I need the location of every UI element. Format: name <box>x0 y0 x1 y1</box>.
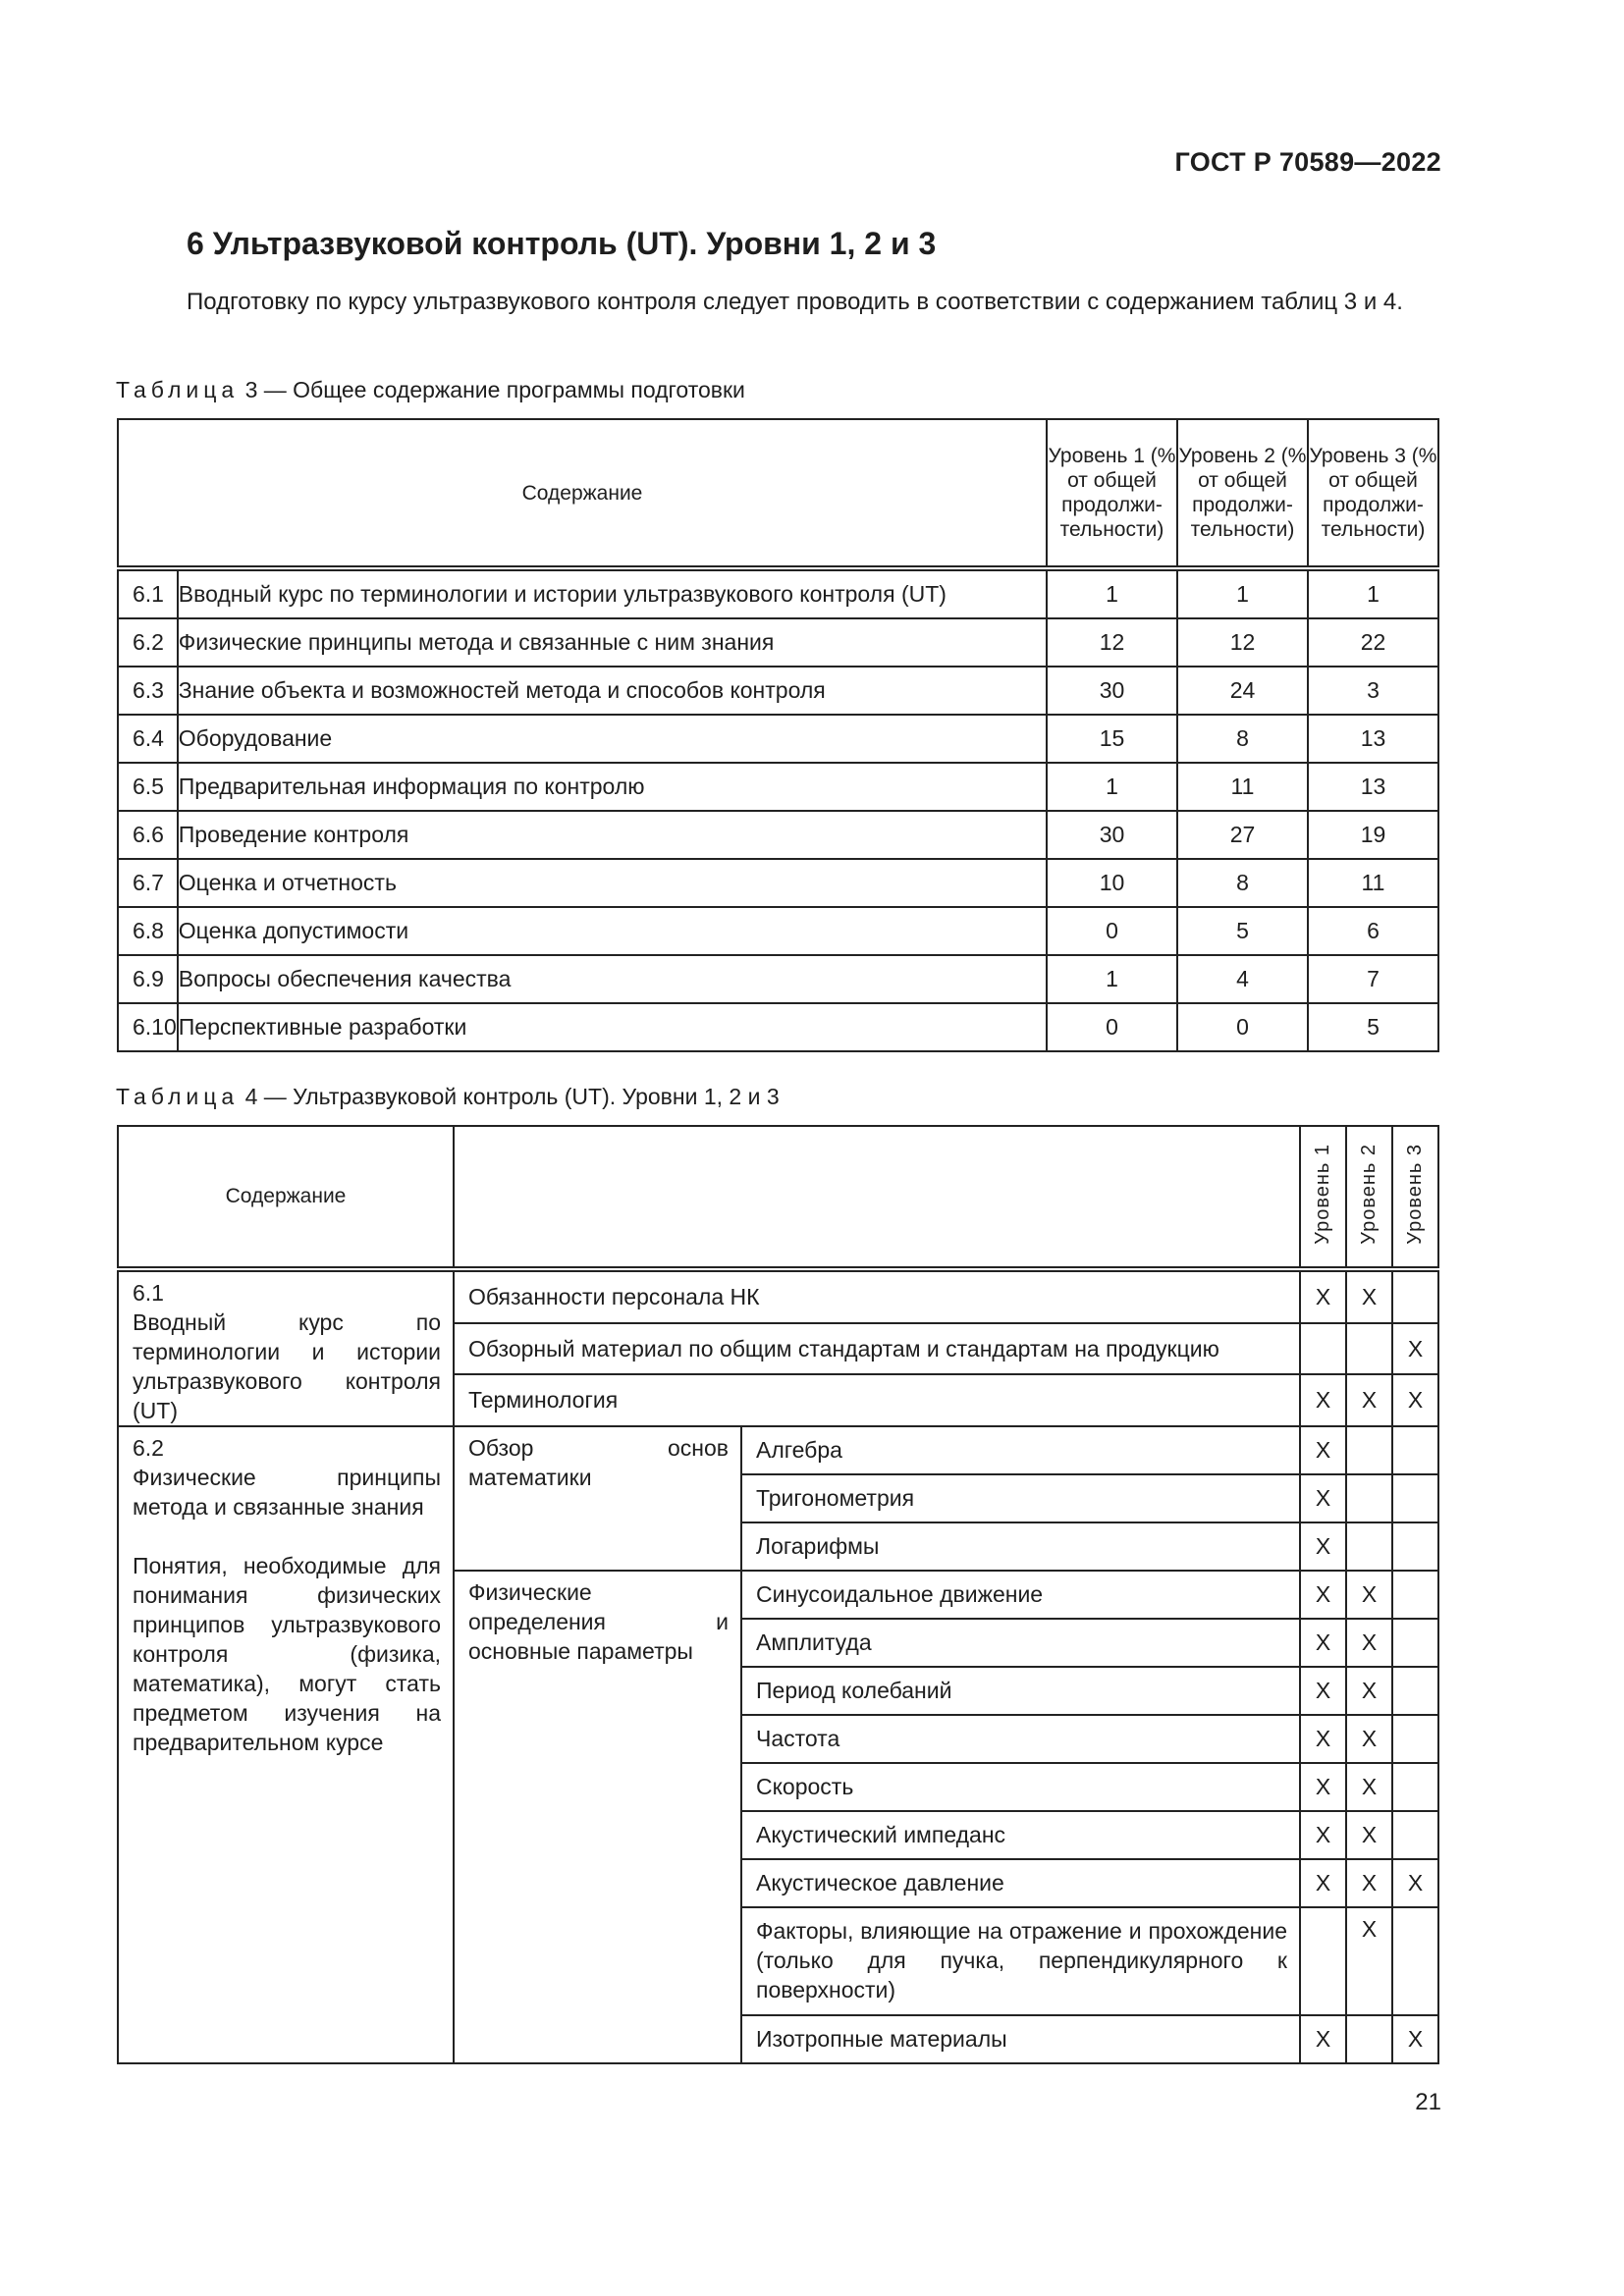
table4-header-level2 <box>1346 1126 1392 1269</box>
row-text: Амплитуда <box>741 1619 1300 1667</box>
level3-mark <box>1392 1715 1438 1763</box>
level1-value: 12 <box>1047 618 1177 667</box>
section-number: 6.2 <box>133 1435 164 1461</box>
section-number: 6.1 <box>133 1280 164 1306</box>
level1-mark: X <box>1300 1374 1346 1426</box>
level1-value: 1 <box>1047 955 1177 1003</box>
level1-mark: X <box>1300 1859 1346 1907</box>
row-text: Предварительная информация по контролю <box>178 763 1047 811</box>
level3-value: 6 <box>1308 907 1438 955</box>
level2-label: Уровень 2 <box>1358 1143 1380 1245</box>
row-number: 6.5 <box>118 763 178 811</box>
section-6-1-cell <box>118 1269 454 1426</box>
level1-value: 0 <box>1047 907 1177 955</box>
level1-value: 1 <box>1047 763 1177 811</box>
table3-caption-text: 3 — Общее содержание программы подготовки <box>239 377 745 402</box>
row-number: 6.8 <box>118 907 178 955</box>
level1-value: 30 <box>1047 811 1177 859</box>
level3-label: Уровень 3 <box>1404 1143 1426 1245</box>
level2-value: 11 <box>1177 763 1308 811</box>
section-title: Вводный курс по терминологии и истории ультразвукового контроля (UT) <box>133 1309 441 1423</box>
level3-value: 19 <box>1308 811 1438 859</box>
level1-mark: X <box>1300 1426 1346 1474</box>
level2-value: 4 <box>1177 955 1308 1003</box>
table3-caption <box>116 377 745 403</box>
section-6-2-cell <box>118 1426 454 2063</box>
row-text: Период колебаний <box>741 1667 1300 1715</box>
intro-paragraph: Подготовку по курсу ультразвукового контроля следует проводить в соответствии с содержанием таблиц 3 и 4. <box>187 289 1403 315</box>
table3-caption-prefix: Таблица <box>116 377 240 402</box>
level3-value: 1 <box>1308 568 1438 618</box>
table4-header-level1 <box>1300 1126 1346 1269</box>
table4-caption-prefix: Таблица <box>116 1084 240 1109</box>
row-number: 6.4 <box>118 715 178 763</box>
table4-caption <box>116 1084 780 1110</box>
level3-mark: X <box>1392 2015 1438 2063</box>
table-row <box>118 907 1438 955</box>
level2-mark <box>1346 1426 1392 1474</box>
row-number: 6.7 <box>118 859 178 907</box>
level2-value: 12 <box>1177 618 1308 667</box>
table-row <box>118 1269 1438 1323</box>
row-text: Вопросы обеспечения качества <box>178 955 1047 1003</box>
table-row <box>118 568 1438 618</box>
level2-mark: X <box>1346 1811 1392 1859</box>
level1-value: 30 <box>1047 667 1177 715</box>
level3-mark <box>1392 1763 1438 1811</box>
row-text: Логарифмы <box>741 1522 1300 1571</box>
level2-mark <box>1346 1323 1392 1375</box>
level2-mark: X <box>1346 1715 1392 1763</box>
table-row <box>118 859 1438 907</box>
level1-mark <box>1300 1907 1346 2015</box>
page-number: 21 <box>1415 2089 1441 2115</box>
level2-value: 0 <box>1177 1003 1308 1051</box>
level2-value: 24 <box>1177 667 1308 715</box>
table4-header-content: Содержание <box>118 1126 454 1269</box>
group-physics-label: Физические определения и основные параметры <box>454 1571 741 2063</box>
group-math-label: Обзор основ математики <box>454 1426 741 1571</box>
table3-header-row <box>118 419 1438 568</box>
row-text: Частота <box>741 1715 1300 1763</box>
row-text: Изотропные материалы <box>741 2015 1300 2063</box>
level3-mark <box>1392 1426 1438 1474</box>
level1-mark: X <box>1300 1763 1346 1811</box>
level3-mark <box>1392 1522 1438 1571</box>
level3-mark <box>1392 1907 1438 2015</box>
table4-header-blank <box>454 1126 1300 1269</box>
row-text: Синусоидальное движение <box>741 1571 1300 1619</box>
level1-mark: X <box>1300 1269 1346 1323</box>
level3-mark <box>1392 1571 1438 1619</box>
row-text: Вводный курс по терминологии и истории ультразвукового контроля (UT) <box>178 568 1047 618</box>
table4-header-level3 <box>1392 1126 1438 1269</box>
table4-caption-text: 4 — Ультразвуковой контроль (UT). Уровни 1, 2 и 3 <box>239 1084 780 1109</box>
level3-value: 11 <box>1308 859 1438 907</box>
level2-mark <box>1346 2015 1392 2063</box>
level1-mark: X <box>1300 1571 1346 1619</box>
level1-label: Уровень 1 <box>1312 1143 1333 1245</box>
level1-mark: X <box>1300 1619 1346 1667</box>
level3-mark: X <box>1392 1374 1438 1426</box>
level3-mark <box>1392 1811 1438 1859</box>
table3-header-content: Содержание <box>118 419 1047 568</box>
section-title: Физические принципы метода и связанные знания <box>133 1465 441 1520</box>
level3-mark: X <box>1392 1859 1438 1907</box>
level2-mark: X <box>1346 1374 1392 1426</box>
level2-value: 5 <box>1177 907 1308 955</box>
row-text: Физические принципы метода и связанные с ним знания <box>178 618 1047 667</box>
level3-value: 3 <box>1308 667 1438 715</box>
table-row <box>118 811 1438 859</box>
level3-value: 5 <box>1308 1003 1438 1051</box>
row-number: 6.9 <box>118 955 178 1003</box>
table-row <box>118 715 1438 763</box>
level1-mark <box>1300 1323 1346 1375</box>
row-text: Тригонометрия <box>741 1474 1300 1522</box>
table4-header-row <box>118 1126 1438 1269</box>
level1-mark: X <box>1300 1715 1346 1763</box>
level2-mark <box>1346 1522 1392 1571</box>
row-text: Проведение контроля <box>178 811 1047 859</box>
table-row <box>118 618 1438 667</box>
section-note: Понятия, необходимые для понимания физических принципов ультразвукового контроля (физика, математика), могут стать предметом изучения на предварительном курсе <box>133 1553 441 1755</box>
level2-mark: X <box>1346 1269 1392 1323</box>
level1-value: 1 <box>1047 568 1177 618</box>
table-row <box>118 1003 1438 1051</box>
row-number: 6.1 <box>118 568 178 618</box>
row-text: Обязанности персонала НК <box>454 1269 1300 1323</box>
table-row <box>118 955 1438 1003</box>
row-text: Обзорный материал по общим стандартам и стандартам на продукцию <box>454 1323 1300 1375</box>
row-text: Акустическое давление <box>741 1859 1300 1907</box>
row-text: Оценка и отчетность <box>178 859 1047 907</box>
row-text: Акустический импеданс <box>741 1811 1300 1859</box>
level2-mark: X <box>1346 1619 1392 1667</box>
level1-mark: X <box>1300 1667 1346 1715</box>
row-text: Оценка допустимости <box>178 907 1047 955</box>
level3-mark <box>1392 1269 1438 1323</box>
table-row <box>118 763 1438 811</box>
level2-mark: X <box>1346 1907 1392 2015</box>
row-text: Знание объекта и возможностей метода и способов контроля <box>178 667 1047 715</box>
level1-mark: X <box>1300 2015 1346 2063</box>
table3-header-level2: Уровень 2 (% от общей продолжи-тельности) <box>1177 419 1308 568</box>
row-number: 6.10 <box>118 1003 178 1051</box>
level2-value: 8 <box>1177 859 1308 907</box>
row-text: Терминология <box>454 1374 1300 1426</box>
level3-mark: X <box>1392 1323 1438 1375</box>
row-text: Скорость <box>741 1763 1300 1811</box>
level3-value: 13 <box>1308 715 1438 763</box>
level2-value: 8 <box>1177 715 1308 763</box>
row-number: 6.3 <box>118 667 178 715</box>
level3-mark <box>1392 1474 1438 1522</box>
level1-value: 15 <box>1047 715 1177 763</box>
table-row <box>118 667 1438 715</box>
level2-mark: X <box>1346 1859 1392 1907</box>
document-code: ГОСТ Р 70589—2022 <box>1174 147 1441 177</box>
table3-header-level3: Уровень 3 (% от общей продолжи-тельности) <box>1308 419 1438 568</box>
level3-value: 22 <box>1308 618 1438 667</box>
level2-mark: X <box>1346 1571 1392 1619</box>
table4-ut-levels <box>117 1125 1439 2064</box>
level2-value: 1 <box>1177 568 1308 618</box>
level2-mark: X <box>1346 1667 1392 1715</box>
level1-mark: X <box>1300 1811 1346 1859</box>
row-text: Факторы, влияющие на отражение и прохождение (только для пучка, перпендикулярного к поверхности) <box>741 1907 1300 2015</box>
section-title: 6 Ультразвуковой контроль (UT). Уровни 1, 2 и 3 <box>187 226 937 261</box>
level2-mark <box>1346 1474 1392 1522</box>
level2-mark: X <box>1346 1763 1392 1811</box>
level3-mark <box>1392 1667 1438 1715</box>
level1-value: 10 <box>1047 859 1177 907</box>
level2-value: 27 <box>1177 811 1308 859</box>
row-text: Перспективные разработки <box>178 1003 1047 1051</box>
level1-mark: X <box>1300 1522 1346 1571</box>
table3-header-level1: Уровень 1 (% от общей продолжи-тельности) <box>1047 419 1177 568</box>
level3-value: 13 <box>1308 763 1438 811</box>
row-text: Алгебра <box>741 1426 1300 1474</box>
table3-general-content <box>117 418 1439 1052</box>
row-number: 6.2 <box>118 618 178 667</box>
level3-value: 7 <box>1308 955 1438 1003</box>
table-row <box>118 1426 1438 1474</box>
level1-mark: X <box>1300 1474 1346 1522</box>
level3-mark <box>1392 1619 1438 1667</box>
level1-value: 0 <box>1047 1003 1177 1051</box>
row-text: Оборудование <box>178 715 1047 763</box>
row-number: 6.6 <box>118 811 178 859</box>
